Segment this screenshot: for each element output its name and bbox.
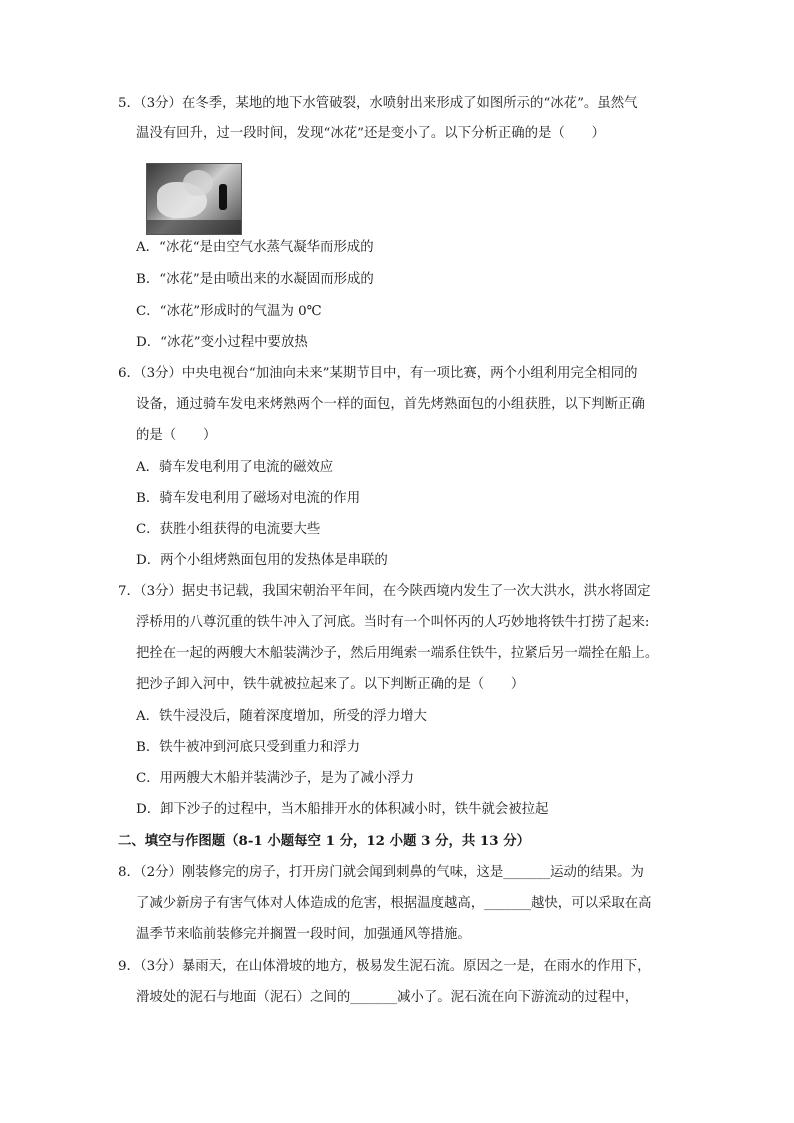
text-line: 浮桥用的八尊沉重的铁牛冲入了河底。当时有一个叫怀丙的人巧妙地将铁牛打捞了起来: (136, 615, 650, 630)
text-line: D．卸下沙子的过程中，当木船排开水的体积减小时，铁牛就会被拉起 (136, 802, 549, 817)
text-line: C．用两艘大木船并装满沙子，是为了减小浮力 (136, 771, 415, 786)
text-line: 的是（ ） (136, 428, 217, 443)
text-line: C．获胜小组获得的电流要大些 (136, 522, 321, 537)
text-line: 温季节来临前装修完并搁置一段时间，加强通风等措施。 (136, 927, 471, 942)
person-silhouette (219, 184, 227, 210)
text-line: 9．（3分）暴雨天，在山体滑坡的地方，极易发生泥石流。原因之一是，在雨水的作用下， (118, 959, 651, 974)
text-line: 把拴在一起的两艘大木船装满沙子，然后用绳索一端系住铁牛，拉紧后另一端拴在船上。 (136, 646, 659, 661)
text-line: A．“冰花“是由空气水蒸气凝华而形成的 (136, 240, 374, 255)
text-line: 6．（3分）中央电视台“加油向未来”某期节目中，有一项比赛，两个小组利用完全相同的 (118, 366, 638, 381)
text-line: A．骑车发电利用了电流的磁效应 (136, 460, 334, 475)
section-heading: 二、填空与作图题（8-1 小题每空 1 分，12 小题 3 分，共 13 分） (118, 833, 530, 849)
text-line: 设备，通过骑车发电来烤熟两个一样的面包，首先烤熟面包的小组获胜，以下判断正确 (136, 397, 645, 412)
text-line: B．“冰花”是由喷出来的水凝固而形成的 (136, 272, 374, 287)
text-line: A．铁牛浸没后，随着深度增加，所受的浮力增大 (136, 709, 427, 724)
text-line: 滑坡处的泥石与地面（泥石）之间的_______减小了。泥石流在向下游流动的过程中， (136, 990, 639, 1005)
ice-flower-photo (146, 163, 242, 235)
text-line: D．两个小组烤熟面包用的发热体是串联的 (136, 553, 388, 568)
text-line: 温没有回升，过一段时间，发现“冰花”还是变小了。以下分析正确的是（ ） (136, 126, 605, 141)
text-line: 了减少新房子有害气体对人体造成的危害，根据温度越高，_______越快，可以采取在高 (136, 896, 652, 911)
text-line: 8．（2分）刚装修完的房子，打开房门就会闻到刺鼻的气味，这是_______运动的结果。为 (118, 865, 644, 880)
text-line: 把沙子卸入河中，铁牛就被拉起来了。以下判断正确的是（ ） (136, 677, 525, 692)
text-line: 7．（3分）据史书记载，我国宋朝治平年间，在今陕西境内发生了一次大洪水，洪水将固定 (118, 584, 651, 599)
text-line: B．骑车发电利用了磁场对电流的作用 (136, 491, 361, 506)
text-line: C．“冰花”形成时的气温为 0℃ (136, 304, 322, 319)
text-line: B．铁牛被冲到河底只受到重力和浮力 (136, 740, 361, 755)
text-line: D．“冰花”变小过程中要放热 (136, 335, 308, 350)
ground-shape (147, 220, 242, 234)
ice-shape (183, 170, 213, 196)
text-line: 5．（3分）在冬季，某地的地下水管破裂，水喷射出来形成了如图所示的“冰花”。虽然气 (118, 96, 638, 111)
